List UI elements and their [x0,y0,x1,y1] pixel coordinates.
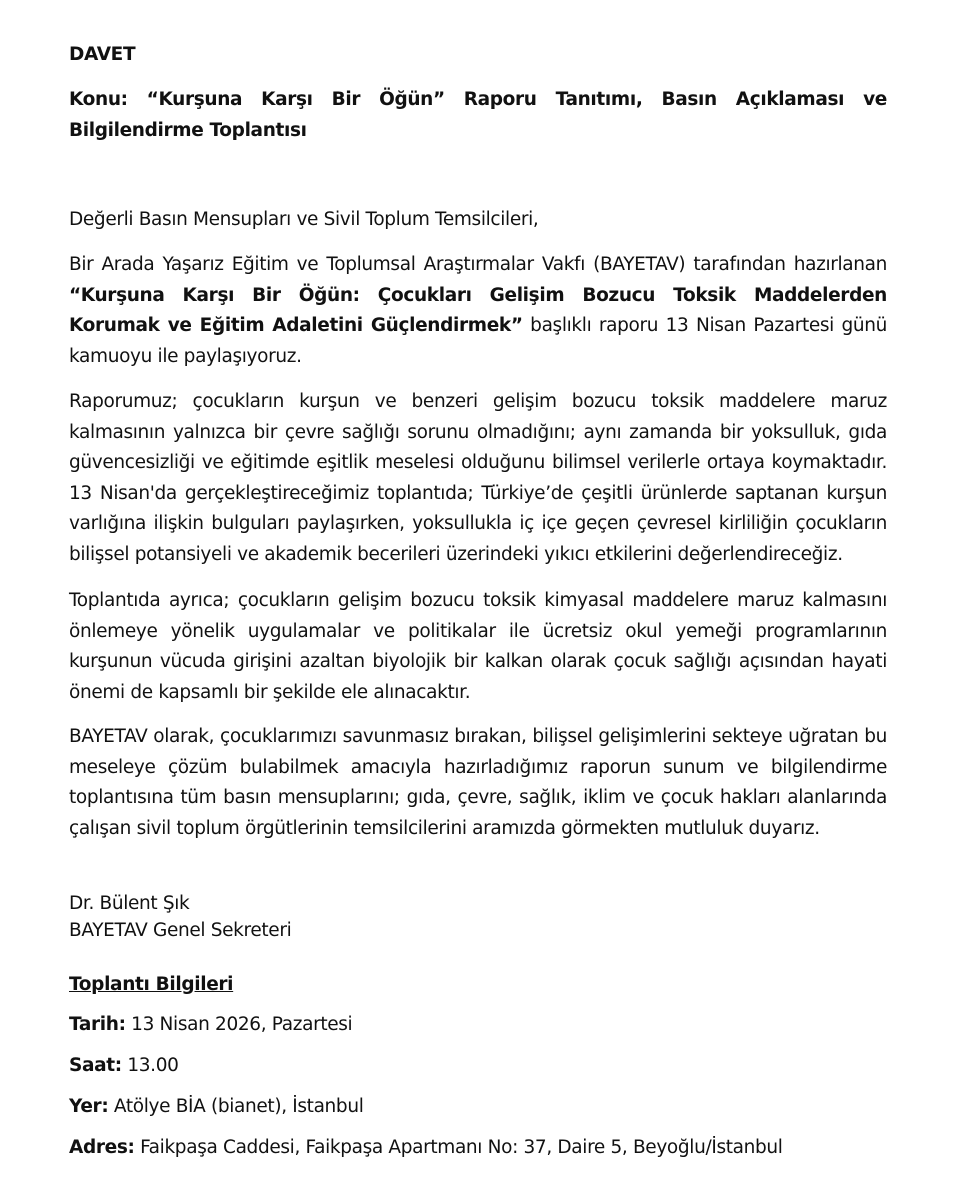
signatory-role: BAYETAV Genel Sekreteri [69,920,292,941]
subject-line: Konu: “Kurşuna Karşı Bir Öğün” Raporu Tanıtımı, Basın Açıklaması ve Bilgilendirme Toplantısı [69,89,887,141]
place-label: Yer: [69,1096,109,1117]
address-label: Adres: [69,1137,135,1158]
document-heading: DAVET [69,44,136,65]
signature-block [69,890,887,944]
meeting-place [69,1092,887,1123]
time-value: 13.00 [121,1055,179,1076]
meeting-address [69,1133,887,1164]
paragraph-intro [69,250,887,372]
intro-text-end: başlıklı raporu 13 Nisan Pazartesi günü kamuoyu ile paylaşıyoruz. [69,315,887,367]
paragraph-report-summary: Raporumuz; çocukların kurşun ve benzeri gelişim bozucu toksik maddelere maruz kalmasının yalnızca bir çevre sağlığı sorunu olmadığını; aynı zamanda bir yoksulluk, gıda güvencesizliği ve eğitimde eşitlik meselesi olduğunu bilimsel verilerle ortaya koymaktadır. 13 Nisan'da gerçekleştireceğimiz toplantıda; Türkiye’de çeşitli ürünlerde saptanan kurşun varlığına ilişkin bulguları paylaşırken, yoksullukla iç içe geçen çevresel kirliliğin çocukların bilişsel potansiyeli ve akademik becerileri üzerindeki yıkıcı etkilerini değerlendireceğiz. [69,391,887,565]
signatory-name: Dr. Bülent Şık [69,893,190,914]
date-value: 13 Nisan 2026, Pazartesi [125,1014,353,1035]
intro-text: Bir Arada Yaşarız Eğitim ve Toplumsal Araştırmalar Vakfı (BAYETAV) tarafından hazırlanan [69,254,887,275]
place-value: Atölye BİA (bianet), İstanbul [108,1096,364,1117]
meeting-time [69,1051,887,1082]
time-label: Saat: [69,1055,122,1076]
paragraph-meeting-topics: Toplantıda ayrıca; çocukların gelişim bozucu toksik kimyasal maddelere maruz kalmasını önlemeye yönelik uygulamalar ve politikalar ile ücretsiz okul yemeği programlarının kurşunun vücuda girişini azaltan biyolojik bir kalkan olarak çocuk sağlığı açısından hayati önemi de kapsamlı bir şekilde ele alınacaktır. [69,590,887,703]
meeting-info-title: Toplantı Bilgileri [69,974,234,995]
report-title: “Kurşuna Karşı Bir Öğün: Çocukları Gelişim Bozucu Toksik Maddelerden Korumak ve Eğitim Adaletini Güçlendirmek” [69,284,887,336]
address-value: Faikpaşa Caddesi, Faikpaşa Apartmanı No: 37, Daire 5, Beyoğlu/İstanbul [134,1137,783,1158]
date-label: Tarih: [69,1014,126,1035]
meeting-date [69,1010,887,1041]
greeting: Değerli Basın Mensupları ve Sivil Toplum Temsilcileri, [69,209,539,230]
paragraph-invitation: BAYETAV olarak, çocuklarımızı savunmasız bırakan, bilişsel gelişimlerini sekteye uğratan bu meseleye çözüm bulabilmek amacıyla hazırladığımız raporun sunum ve bilgilendirme toplantısına tüm basın mensuplarını; gıda, çevre, sağlık, iklim ve çocuk hakları alanlarında çalışan sivil toplum örgütlerinin temsilcilerini aramızda görmekten mutluluk duyarız. [69,726,887,839]
